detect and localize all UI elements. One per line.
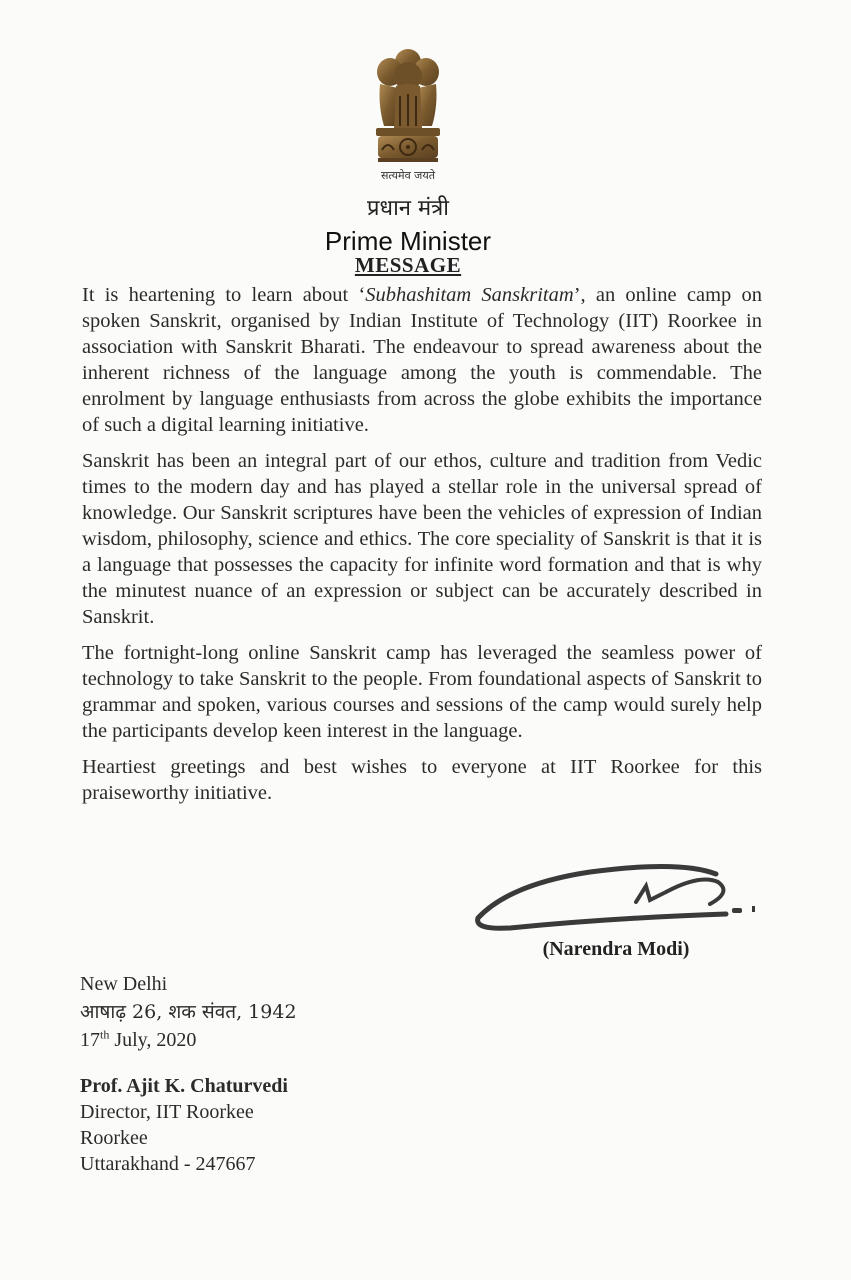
paragraph-3: The fortnight-long online Sanskrit camp has leveraged the seamless power of technology to take Sanskrit to the people. From foundational aspects of Sanskrit to grammar and spoken, various courses and sessions of the camp would surely help the participants develop keen interest in the language. — [82, 642, 762, 742]
hindi-date: आषाढ़ 26, शक संवत, 1942 — [80, 1001, 297, 1023]
english-date — [80, 1026, 297, 1054]
date-suffix: th — [100, 1027, 110, 1042]
title-hindi: प्रधान मंत्री — [367, 196, 449, 221]
paragraph-4: Heartiest greetings and best wishes to everyone at IIT Roorkee for this praiseworthy initiative. — [82, 756, 762, 804]
camp-name: Subhashitam Sanskritam — [365, 284, 574, 306]
addressee-line-2: Roorkee — [80, 1127, 148, 1149]
message-body — [82, 282, 762, 816]
place: New Delhi — [80, 973, 168, 995]
message-heading: MESSAGE — [354, 253, 462, 277]
emblem-motto: सत्यमेव जयते — [380, 169, 435, 182]
date-rest: July, 2020 — [109, 1029, 197, 1051]
signatory-name: (Narendra Modi) — [542, 938, 690, 960]
national-emblem-icon — [368, 46, 448, 168]
paragraph-1 — [82, 282, 762, 438]
addressee-block — [80, 1073, 288, 1177]
signature-icon — [470, 858, 762, 938]
addressee-line-3: Uttarakhand - 247667 — [80, 1153, 256, 1175]
paragraph-1-start: It is heartening to learn about ‘ — [82, 284, 366, 306]
paragraph-2: Sanskrit has been an integral part of our ethos, culture and tradition from Vedic times to the modern day and has played a stellar role in the universal spread of knowledge. Our Sanskrit scriptures have been the vehicles of expression of Indian wisdom, philosophy, science and ethics. The core speciality of Sanskrit is that it is a language that possesses the capacity for infinite word formation and that is why the minutest nuance of an expression or subject can be accurately described in Sanskrit. — [82, 450, 762, 628]
addressee-line-1: Director, IIT Roorkee — [80, 1101, 254, 1123]
place-date-block — [80, 970, 297, 1054]
date-day: 17 — [80, 1029, 100, 1051]
paragraph-1-rest: ’, an online camp on spoken Sanskrit, organised by Indian Institute of Technology (IIT) Roorkee in association with Sanskrit Bharati. The endeavour to spread awareness about the inherent richness of the language among the youth is commendable. The enrolment by language enthusiasts from across the globe exhibits the importance of such a digital learning initiative. — [82, 284, 762, 436]
title-english: Prime Minister — [324, 226, 492, 256]
addressee-name: Prof. Ajit K. Chaturvedi — [80, 1075, 288, 1097]
